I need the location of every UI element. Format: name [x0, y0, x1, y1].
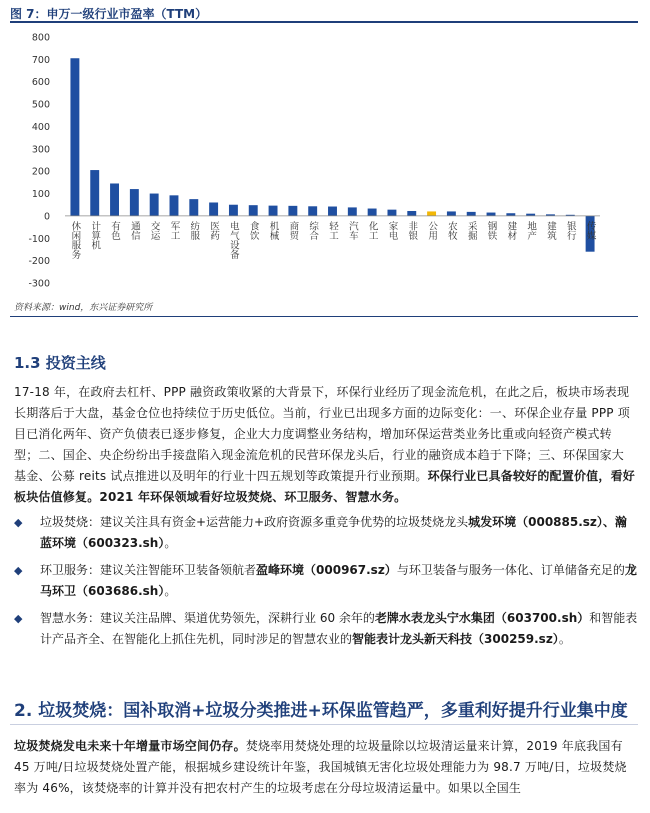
- bullet-emphasis: 智能表计龙头新天科技（300259.sz）: [352, 632, 559, 646]
- bar: [506, 213, 515, 216]
- section-heading-rule: [10, 724, 638, 725]
- x-category-label: 电气设备: [227, 220, 239, 259]
- x-category-label: 银行: [564, 220, 576, 240]
- figure-title: 图 7：申万一级行业市盈率（TTM）: [10, 7, 208, 21]
- x-category-label: 非银: [406, 220, 418, 240]
- bar: [269, 206, 278, 216]
- y-tick-label: -100: [28, 233, 50, 245]
- y-tick-label: 500: [31, 99, 50, 111]
- bullet-diamond-icon: ◆: [14, 516, 23, 529]
- x-category-label: 钢铁: [485, 220, 497, 240]
- bar: [90, 170, 99, 216]
- x-category-label: 军工: [168, 220, 180, 240]
- x-category-label: 农牧: [445, 220, 457, 240]
- bullet-emphasis: 老牌水表龙头宁水集团（603700.sh）: [374, 611, 590, 625]
- bar: [447, 211, 456, 215]
- section-heading-incineration: 2. 垃圾焚烧：国补取消+垃圾分类推进+环保监管趋严，多重利好提升行业集中度: [14, 701, 628, 721]
- bar: [288, 206, 297, 216]
- x-category-label: 公用: [426, 220, 438, 240]
- bullet-smart-water: [40, 608, 638, 650]
- bullet-emphasis: 龙马环卫（603686.sh）: [40, 563, 637, 598]
- bar: [209, 202, 218, 215]
- bar: [150, 194, 159, 216]
- y-tick-label: 200: [31, 166, 50, 178]
- x-category-label: 食饮: [247, 220, 259, 240]
- bar: [487, 213, 496, 216]
- bar: [348, 207, 357, 215]
- bullet-diamond-icon: ◆: [14, 612, 23, 625]
- y-tick-label: 600: [31, 77, 50, 89]
- x-category-label: 有色: [109, 220, 121, 240]
- bullet-text: 。: [558, 632, 571, 646]
- x-category-label: 建筑: [544, 220, 556, 240]
- x-category-label: 化工: [366, 220, 378, 240]
- bar: [328, 207, 337, 216]
- x-category-label: 建材: [505, 220, 517, 240]
- bar: [189, 199, 198, 216]
- x-category-label: 医药: [208, 220, 220, 240]
- investment-paragraph-text: 17-18 年，在政府去杠杆、PPP 融资政策收紧的大背景下，环保行业经历了现金流危机，在此之后，板块市场表现长期落后于大盘，基金仓位也持续位于历史低位。当前，行业已出现多方面的边际变化：一、环保企业存量 PPP 项目已消化两年、资产负债表已逐步修复，企业大力度调整业务结构，增加环保运营类业务比重或向轻资产模式转型；二、国企、央企纷纷出手接盘陷入现金流危机的民营环保龙头后，行业的融资成本趋于下降；三、环保国家大基金、公募 reits 试点推进以及明年的行业十四五规划等政策提升行业预期。: [14, 385, 630, 483]
- bullet-diamond-icon: ◆: [14, 564, 23, 577]
- bar: [407, 211, 416, 216]
- y-tick-label: -300: [28, 278, 50, 290]
- figure-title-rule: [10, 21, 638, 23]
- investment-paragraph-emphasis: 环保行业已具备较好的配置价值，看好板块估值修复。2021 年环保领域看好垃圾焚烧、环卫服务、智慧水务。: [14, 469, 635, 504]
- x-category-label: 纺服: [188, 220, 200, 240]
- bar: [427, 211, 436, 215]
- x-category-label: 传媒: [584, 220, 596, 240]
- bar: [130, 189, 139, 216]
- bar: [110, 183, 119, 215]
- bar: [70, 58, 79, 216]
- section-heading-investment: 1.3 投资主线: [14, 354, 106, 372]
- incineration-paragraph: [14, 736, 636, 799]
- x-category-label: 轻工: [327, 220, 338, 240]
- y-tick-label: 800: [31, 32, 50, 44]
- x-category-label: 家电: [386, 220, 398, 240]
- bar: [308, 206, 317, 216]
- y-tick-label: -200: [28, 256, 50, 268]
- x-category-label: 机械: [267, 220, 279, 240]
- y-tick-label: 400: [31, 121, 50, 133]
- bullet-text: 环卫服务：建议关注智能环卫装备领航者: [40, 563, 257, 577]
- bullet-waste-incineration: [40, 512, 638, 554]
- bullet-emphasis: 盈峰环境（000967.sz）: [256, 563, 397, 577]
- bar: [467, 212, 476, 216]
- x-category-label: 综合: [307, 220, 319, 240]
- incineration-paragraph-emphasis: 垃圾焚烧发电未来十年增量市场空间仍存。: [14, 739, 246, 753]
- x-category-label: 计算机: [89, 220, 101, 250]
- bullet-text: 智慧水务：建议关注品牌、渠道优势领先，深耕行业 60 余年的: [40, 611, 375, 625]
- y-tick-label: 300: [31, 144, 50, 156]
- x-category-label: 商贸: [287, 220, 299, 240]
- bar: [368, 209, 377, 216]
- x-category-label: 交运: [148, 220, 160, 240]
- bullet-emphasis: 城发环境（000885.sz）、瀚蓝环境（600323.sh）: [40, 515, 627, 550]
- bar: [170, 195, 179, 216]
- bar: [229, 205, 238, 216]
- bullet-text: 。: [164, 584, 177, 598]
- bar: [249, 205, 258, 216]
- source-rule: [10, 316, 638, 317]
- x-category-label: 汽车: [346, 220, 358, 240]
- y-tick-label: 100: [31, 189, 50, 201]
- bar: [387, 210, 396, 216]
- x-category-label: 通信: [128, 220, 140, 240]
- y-tick-label: 0: [43, 211, 50, 223]
- bullet-sanitation: [40, 560, 638, 602]
- x-category-label: 休闲服务: [69, 220, 81, 259]
- bullet-text: 。: [164, 536, 177, 550]
- x-category-label: 采掘: [465, 220, 477, 240]
- bullet-text: 和智能表计产品齐全、在智能化上抓住先机，同时涉足的智慧农业的: [40, 611, 638, 646]
- incineration-paragraph-text: 焚烧率用焚烧处理的垃圾量除以垃圾清运量来计算，2019 年底我国有 45 万吨/日垃圾焚烧处置产能，根据城乡建设统计年鉴，我国城镇无害化垃圾处理能力为 98.7 万吨/日，垃圾焚烧率为 46%，该焚烧率的计算并没有把农村产生的垃圾考虑在分母垃圾清运量中。如果以全国生: [14, 739, 627, 795]
- x-category-label: 地产: [525, 220, 537, 240]
- y-tick-label: 700: [31, 54, 50, 66]
- figure-source: 资料来源：wind，东兴证券研究所: [14, 303, 153, 313]
- pe-ratio-bar-chart: [10, 24, 640, 296]
- investment-paragraph: [14, 382, 636, 508]
- bullet-text: 垃圾焚烧：建议关注具有资金+运营能力+政府资源多重竞争优势的垃圾焚烧龙头: [40, 515, 469, 529]
- bullet-text: 与环卫装备与服务一体化、订单储备充足的: [396, 563, 625, 577]
